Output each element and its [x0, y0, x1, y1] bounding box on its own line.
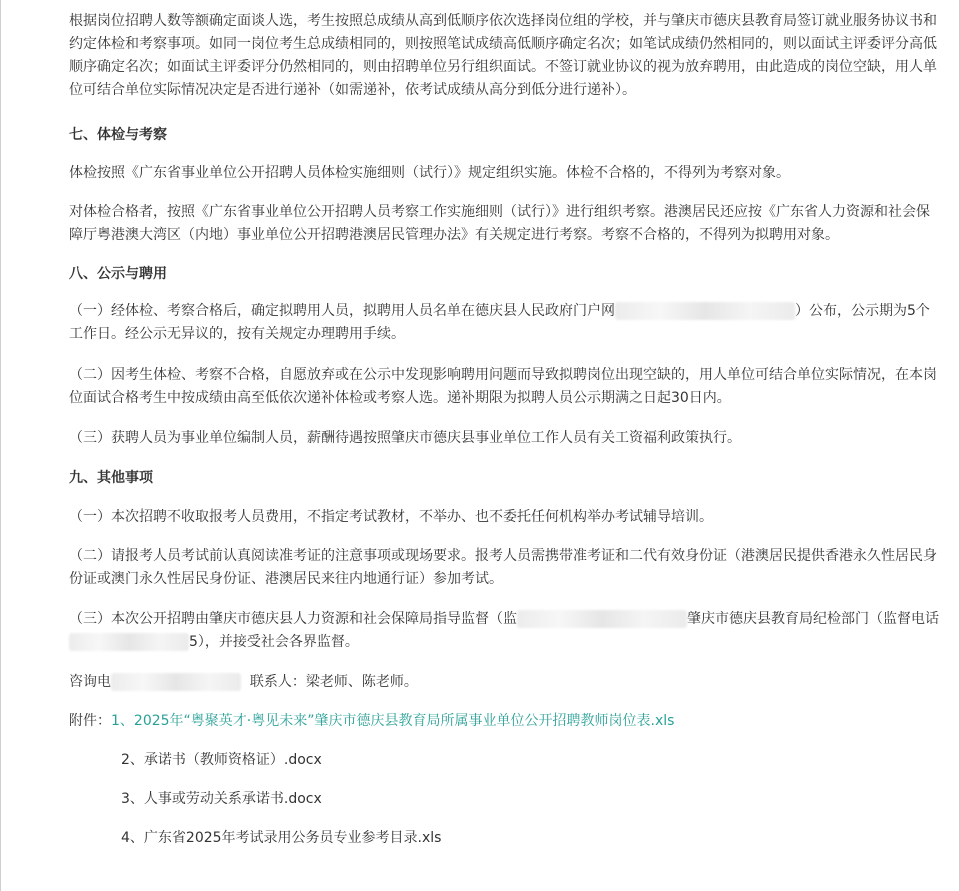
- contact-persons: 联系人：梁老师、陈老师。: [249, 674, 418, 690]
- section-heading-9: 九、其他事项: [69, 470, 153, 486]
- attachment-link-4[interactable]: 4、广东省2025年考试录用公务员专业参考目录.xls: [121, 830, 442, 846]
- paragraph-publicity: [69, 300, 939, 346]
- paragraph-text: 肇庆市德庆县教育局纪检部门（监督电话: [687, 611, 939, 627]
- paragraph-health-check: 体检按照《广东省事业单位公开招聘人员体检实施细则（试行）》规定组织实施。体检不合格的，不得列为考察对象。: [69, 165, 790, 181]
- paragraph-text: （三）本次公开招聘由肇庆市德庆县人力资源和社会保障局指导监督（监: [69, 611, 517, 627]
- attachment-link-1[interactable]: 1、2025年“粤聚英才·粤见未来”肇庆市德庆县教育局所属事业单位公开招聘教师岗位表.xls: [111, 713, 675, 729]
- paragraph-compensation: （三）获聘人员为事业单位编制人员，薪酬待遇按照肇庆市德庆县事业单位工作人员有关工资福利政策执行。: [69, 430, 741, 446]
- redacted-url: [615, 302, 795, 320]
- paragraph-vacancy-backfill: （二）因考生体检、考察不合格，自愿放弃或在公示中发现影响聘用问题而导致拟聘岗位出现空缺的，用人单位可结合单位实际情况，在本岗位面试合格考生中按成绩由高至低依次递补体检或考察人选。递补期限为拟聘人员公示期满之日起30日内。: [69, 367, 937, 406]
- contact-prefix: 咨询电: [69, 674, 111, 690]
- redacted-phone: [517, 610, 687, 628]
- attachment-link-3[interactable]: 3、人事或劳动关系承诺书.docx: [121, 791, 322, 807]
- paragraph-text: （一）经体检、考察合格后，确定拟聘用人员，拟聘用人员名单在德庆县人民政府门户网: [69, 303, 615, 319]
- section-heading-7: 七、体检与考察: [69, 127, 167, 143]
- paragraph-inspection: 对体检合格者，按照《广东省事业单位公开招聘人员考察工作实施细则（试行）》进行组织考察。港澳居民还应按《广东省人力资源和社会保障厅粤港澳大湾区（内地）事业单位公开招聘港澳居民管理办法》有关规定进行考察。考察不合格的，不得列为拟聘用对象。: [69, 204, 930, 243]
- section-heading-8: 八、公示与聘用: [69, 266, 167, 282]
- attachments-row: [69, 710, 939, 733]
- paragraph-supervision: [69, 608, 939, 654]
- redacted-phone: [69, 633, 189, 651]
- paragraph-contact: [69, 671, 939, 694]
- redacted-phone: [111, 673, 241, 691]
- paragraph-no-fees: （一）本次招聘不收取报考人员费用，不指定考试教材，不举办、也不委托任何机构举办考试辅导培训。: [69, 509, 713, 525]
- attachments-label: 附件：: [69, 713, 111, 729]
- paragraph-exam-requirements: （二）请报考人员考试前认真阅读准考证的注意事项或现场要求。报考人员需携带准考证和二代有效身份证（港澳居民提供香港永久性居民身份证或澳门永久性居民身份证、港澳居民来往内地通行证）参加考试。: [69, 548, 937, 587]
- paragraph-ranking-rules: [69, 10, 939, 102]
- paragraph-text: 根据岗位招聘人数等额确定面谈人选，考生按照总成绩从高到低顺序依次选择岗位组的学校，并与肇庆市德庆县教育局签订就业服务协议书和约定体检和考察事项。如同一岗位考生总成绩相同的，则按照笔试成绩高低顺序确定名次；如笔试成绩仍然相同的，则以面试主评委评分高低顺序确定名次；如面试主评委评分仍然相同的，则由招聘单位另行组织面试。不签订就业协议的视为放弃聘用，由此造成的岗位空缺，用人单位可结合单位实际情况决定是否进行递补（如需递补，依考试成绩从高分到低分进行递补）。: [69, 13, 937, 98]
- paragraph-text: ）公布，公示期为5个工作日。经公示无异议的，按有关规定办理聘用手续。: [69, 303, 930, 342]
- attachment-link-2[interactable]: 2、承诺书（教师资格证）.docx: [121, 752, 322, 768]
- paragraph-text: 5），并接受社会各界监督。: [189, 634, 359, 650]
